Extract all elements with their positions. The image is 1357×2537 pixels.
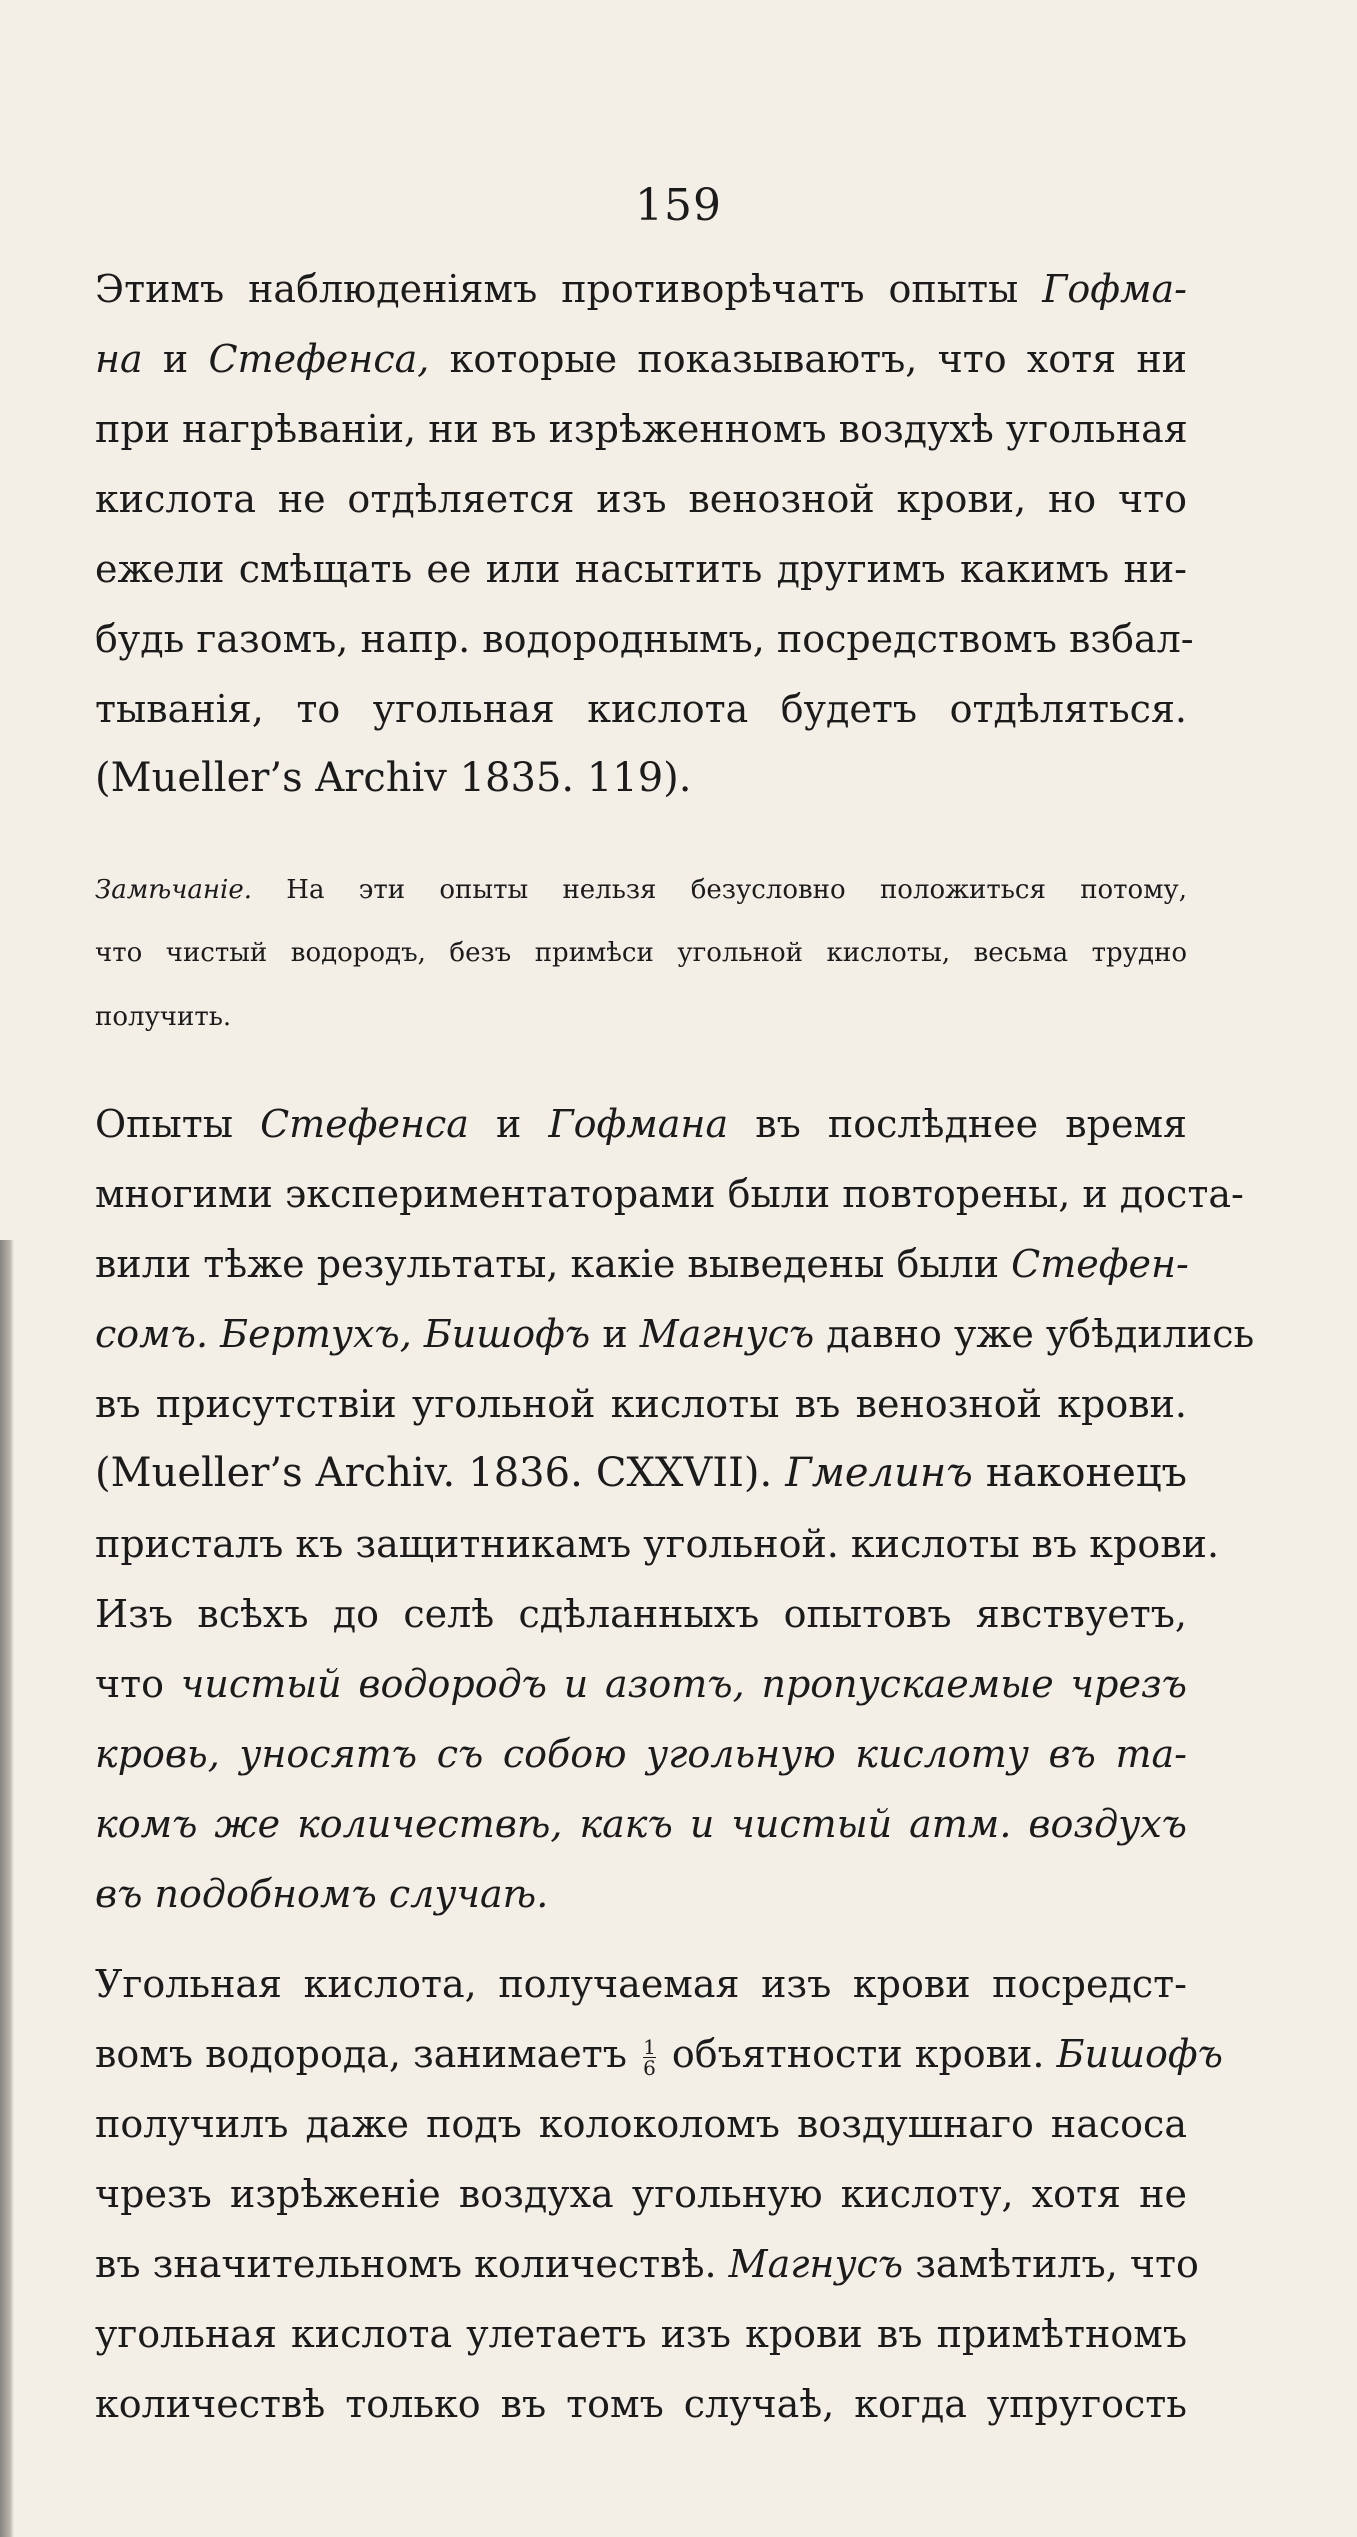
note-line1: Замѣчанiе. На эти опыты нельзя безусловно положиться потому, [95,875,1187,905]
paragraph2-line5: въ присутствiи угольной кислоты въ венозной крови. [95,1382,1187,1426]
paragraph2-line3: вили тѣже результаты, какiе выведены были Стефен- [95,1242,1189,1286]
note-label: Замѣчанiе. [95,875,252,905]
paragraph3-line4: чрезъ изрѣженiе воздуха угольную кислоту, хотя не [95,2172,1187,2216]
paragraph2-line7: присталъ къ защитникамъ угольной. кислоты въ крови. [95,1522,1220,1566]
paragraph1-line1: Этимъ наблюденiямъ противорѣчатъ опыты Гофма- [95,267,1187,311]
paragraph2-line6: (Mueller’s Archiv. 1836. CXXVII). Гмелинъ наконецъ [95,1450,1187,1496]
note-line2: что чистый водородъ, безъ примѣси угольной кислоты, весьма трудно [95,938,1187,968]
paragraph2-line2: многими экспериментаторами были повторены, и доста- [95,1172,1244,1216]
paragraph2-line10: кровь, уносятъ съ собою угольную кислоту въ та- [95,1732,1187,1776]
paragraph1-line6: будь газомъ, напр. водороднымъ, посредствомъ взбал- [95,617,1194,661]
paragraph3-line1: Угольная кислота, получаемая изъ крови посредст- [95,1962,1187,2006]
paragraph3-line2: вомъ водорода, занимаетъ $\frac{1}{6}$ объятности крови. Бишофъ [95,2032,1223,2080]
paragraph3-line5: въ значительномъ количествѣ. Магнусъ замѣтилъ, что [95,2242,1199,2286]
page-number: 159 [635,180,722,231]
paragraph3-line6: угольная кислота улетаетъ изъ крови въ примѣтномъ [95,2312,1187,2356]
paragraph1-line2: на и Стефенса, которые показываютъ, что хотя ни [95,337,1187,381]
paragraph3-line3: получилъ даже подъ колоколомъ воздушнаго насоса [95,2102,1187,2146]
paragraph1-line7: тыванiя, то угольная кислота будетъ отдѣляться. [95,687,1187,731]
paragraph1-line5: ежели смѣщать ее или насытить другимъ какимъ ни- [95,547,1187,591]
paragraph2-line4: сомъ. Бертухъ, Бишофъ и Магнусъ давно уже убѣдились [95,1312,1255,1356]
paragraph3-line7: количествѣ только въ томъ случаѣ, когда упругость [95,2382,1187,2426]
paragraph2-line11: комъ же количествѣ, какъ и чистый атм. воздухъ [95,1802,1187,1846]
paragraph1-line4: кислота не отдѣляется изъ венозной крови, но что [95,477,1187,521]
page-binding-shadow [0,1240,14,2537]
paragraph2-line9: что чистый водородъ и азотъ, пропускаемые чрезъ [95,1662,1187,1706]
paragraph2-line1: Опыты Стефенса и Гофмана въ послѣднее время [95,1102,1187,1146]
note-line3: получить. [95,1002,232,1032]
paragraph1-citation: (Mueller’s Archiv 1835. 119). [95,755,692,801]
fraction-one-sixth: $\frac{1}{6}$ [643,2035,656,2080]
paragraph1-line3: при нагрѣванiи, ни въ изрѣженномъ воздухѣ угольная [95,407,1188,451]
paragraph2-line12: въ подобномъ случаѣ. [95,1872,549,1916]
paragraph2-line8: Изъ всѣхъ до селѣ сдѣланныхъ опытовъ явствуетъ, [95,1592,1187,1636]
